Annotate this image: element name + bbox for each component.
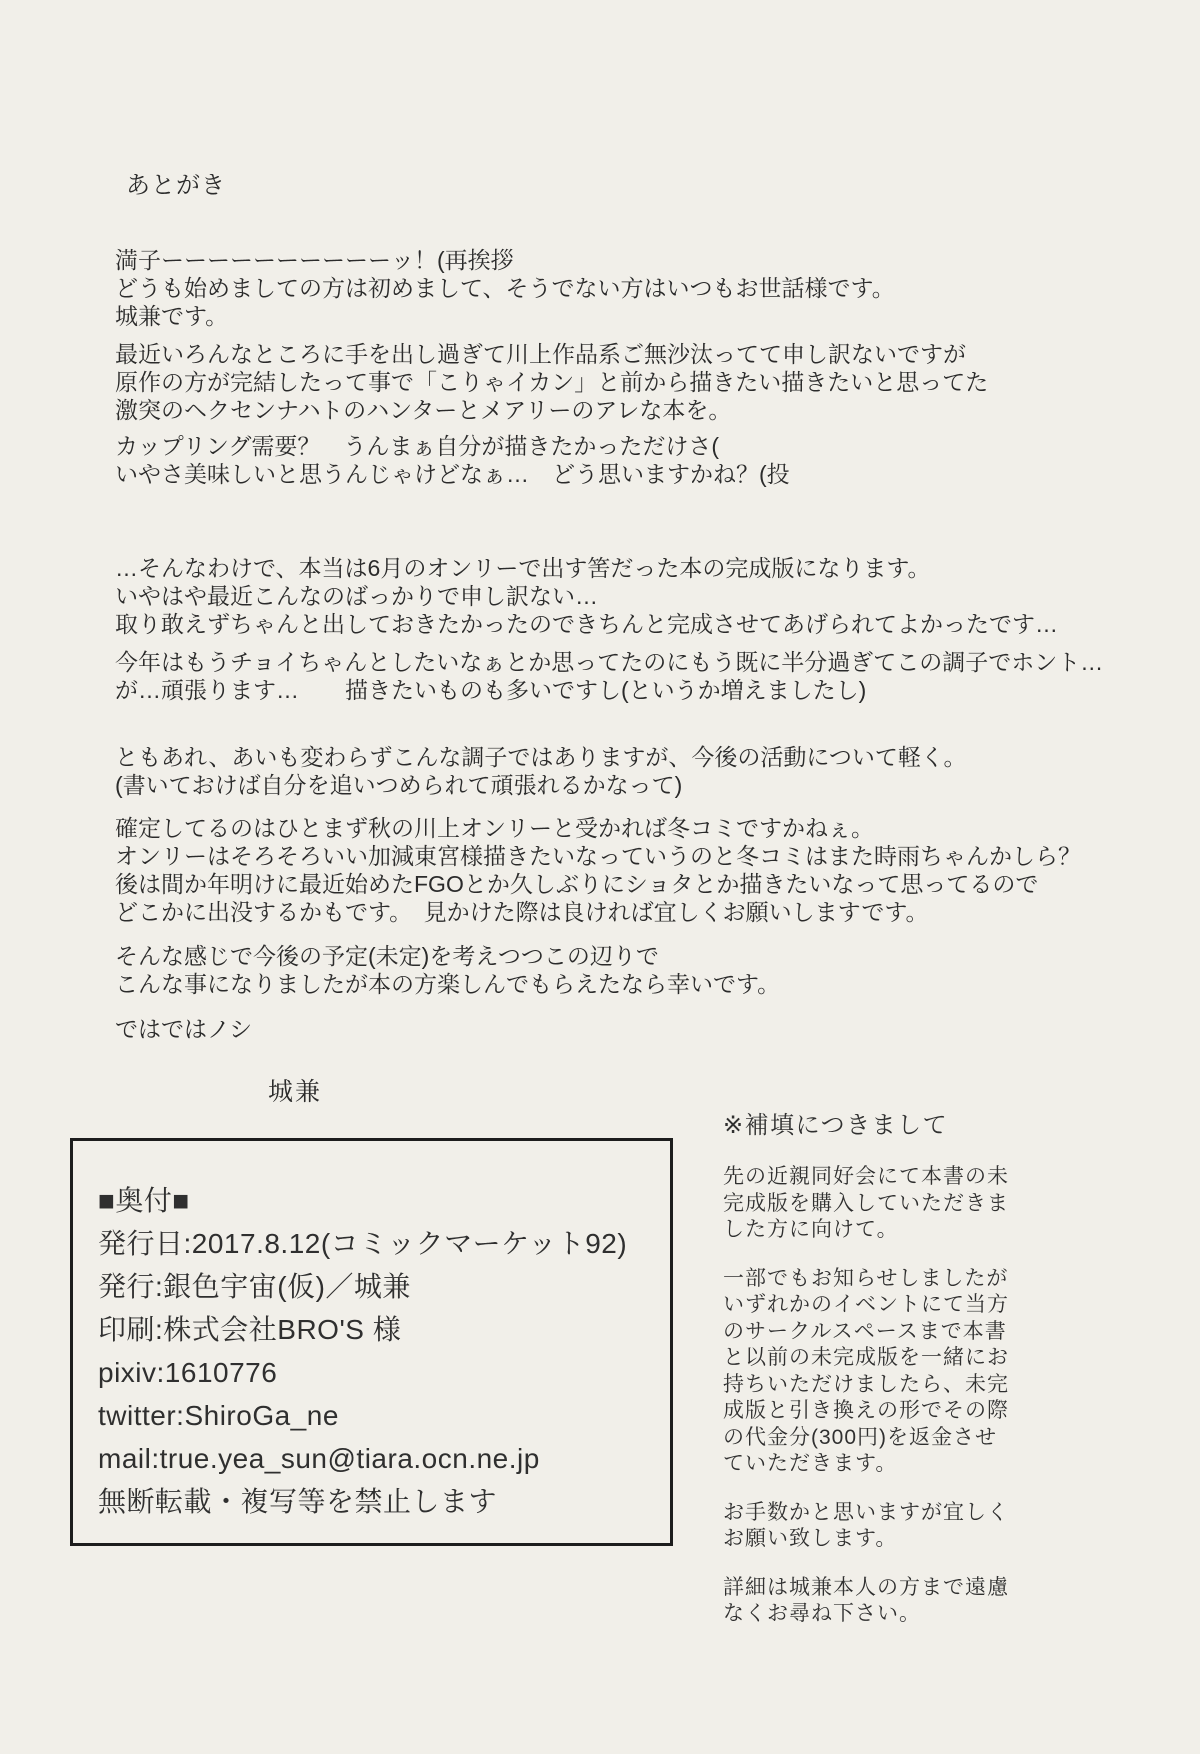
text-line: お手数かと思いますが宜しく	[723, 1500, 1009, 1524]
text-line: ともあれ、あいも変わらずこんな調子ではありますが、今後の活動について軽く。	[115, 744, 967, 770]
colophon-lines	[98, 1222, 660, 1523]
text-line: の代金分(300円)を返金させ	[723, 1425, 998, 1449]
text-line: 発行日:2017.8.12(コミックマーケット92)	[98, 1228, 628, 1259]
text-line: ていただきます。	[723, 1452, 898, 1475]
text-line: のサークルスペースまで本書	[723, 1319, 1007, 1343]
text-line: 先の近親同好会にて本書の未	[723, 1165, 1009, 1188]
refund-note-paragraph	[723, 1266, 1023, 1478]
afterword-paragraph	[115, 942, 1095, 998]
text-line: こんな事になりましたが本の方楽しんでもらえたなら幸いです。	[115, 971, 781, 997]
text-line: (書いておけば自分を追いつめられて頑張れるかなって)	[115, 772, 683, 798]
afterword-title: あとがき	[126, 172, 226, 199]
text-line: なくお尋ね下さい。	[723, 1602, 921, 1625]
text-line: いずれかのイベントにて当方	[723, 1293, 1009, 1316]
refund-note-title: ※補填につきまして	[723, 1112, 949, 1139]
text-line: お願い致します。	[723, 1527, 898, 1550]
colophon-content	[98, 1179, 660, 1523]
text-line: mail:true.yea_sun@tiara.ocn.ne.jp	[98, 1443, 540, 1474]
text-line: 今年はもうチョイちゃんとしたいなぁとか思ってたのにもう既に半分過ぎてこの調子でホント…	[115, 649, 1104, 675]
text-line: と以前の未完成版を一緒にお	[723, 1346, 1009, 1369]
text-line: 完成版を購入していただきま	[723, 1191, 1009, 1215]
colophon-box	[70, 1138, 673, 1546]
text-line: 発行:銀色宇宙(仮)／城兼	[98, 1271, 411, 1302]
text-line: pixiv:1610776	[98, 1357, 278, 1388]
afterword-paragraph	[115, 743, 1095, 799]
text-line: 最近いろんなところに手を出し過ぎて川上作品系ご無沙汰ってて申し訳ないですが	[115, 341, 966, 367]
afterword-paragraph	[115, 246, 1095, 330]
afterword-paragraph	[115, 648, 1104, 704]
text-line: 無断転載・複写等を禁止します	[98, 1486, 498, 1517]
text-line: …そんなわけで、本当は6月のオンリーで出す筈だった本の完成版になります。	[115, 555, 931, 581]
text-line: カップリング需要？ うんまぁ自分が描きたかっただけさ(	[115, 433, 720, 459]
text-line: が…頑張ります… 描きたいものも多いですし(というか増えましたし)	[115, 677, 867, 703]
text-line: いやさ美味しいと思うんじゃけどなぁ… どう思いますかね？(投	[115, 461, 790, 487]
refund-note-paragraph	[723, 1500, 1023, 1553]
text-line: 満子ーーーーーーーーーーッ！(再挨拶	[115, 247, 514, 273]
text-line: 詳細は城兼本人の方まで遠慮	[723, 1575, 1009, 1599]
text-line: 取り敢えずちゃんと出しておきたかったのできちんと完成させてあげられてよかったです…	[115, 611, 1058, 637]
text-line: 成版と引き換えの形でその際	[723, 1399, 1009, 1422]
text-line: 城兼です。	[115, 303, 229, 329]
afterword-paragraph	[115, 814, 1095, 926]
afterword-paragraph	[115, 554, 1095, 638]
text-line: した方に向けて。	[723, 1218, 899, 1241]
text-line: 後は間か年明けに最近始めたFGOとか久しぶりにショタとか描きたいなって思ってるので	[115, 871, 1039, 897]
text-line: twitter:ShiroGa_ne	[98, 1400, 339, 1431]
text-line: どこかに出没するかもです。 見かけた際は良ければ宜しくお願いしますです。	[115, 899, 929, 925]
text-line: どうも始めましての方は初めまして、そうでない方はいつもお世話様です。	[115, 275, 895, 301]
text-line: 一部でもお知らせしましたが	[723, 1266, 1009, 1290]
afterword-paragraph	[115, 340, 1095, 424]
text-line: 確定してるのはひとまず秋の川上オンリーと受かれば冬コミですかねぇ。	[115, 815, 874, 841]
signoff-line: ではではノシ	[115, 1016, 253, 1042]
author-signature: 城兼	[268, 1078, 323, 1106]
text-line: オンリーはそろそろいい加減東宮様描きたいなっていうのと冬コミはまた時雨ちゃんかしら？	[115, 843, 1081, 869]
refund-note-paragraph	[723, 1164, 1023, 1244]
afterword-paragraph	[115, 432, 1095, 488]
text-line: 印刷:株式会社BRO'S 様	[98, 1314, 402, 1345]
refund-note-paragraph	[723, 1575, 1023, 1628]
text-line: 持ちいただけましたら、未完	[723, 1372, 1009, 1396]
text-line: そんな感じで今後の予定(未定)を考えつつこの辺りで	[115, 943, 659, 969]
text-line: 原作の方が完結したって事で「こりゃイカン」と前から描きたい描きたいと思ってた	[115, 369, 989, 395]
colophon-title: ■奥付■	[98, 1185, 190, 1216]
text-line: いやはや最近こんなのばっかりで申し訳ない…	[115, 583, 598, 609]
text-line: 激突のヘクセンナハトのハンターとメアリーのアレな本を。	[115, 397, 732, 423]
refund-note	[723, 1105, 1023, 1650]
